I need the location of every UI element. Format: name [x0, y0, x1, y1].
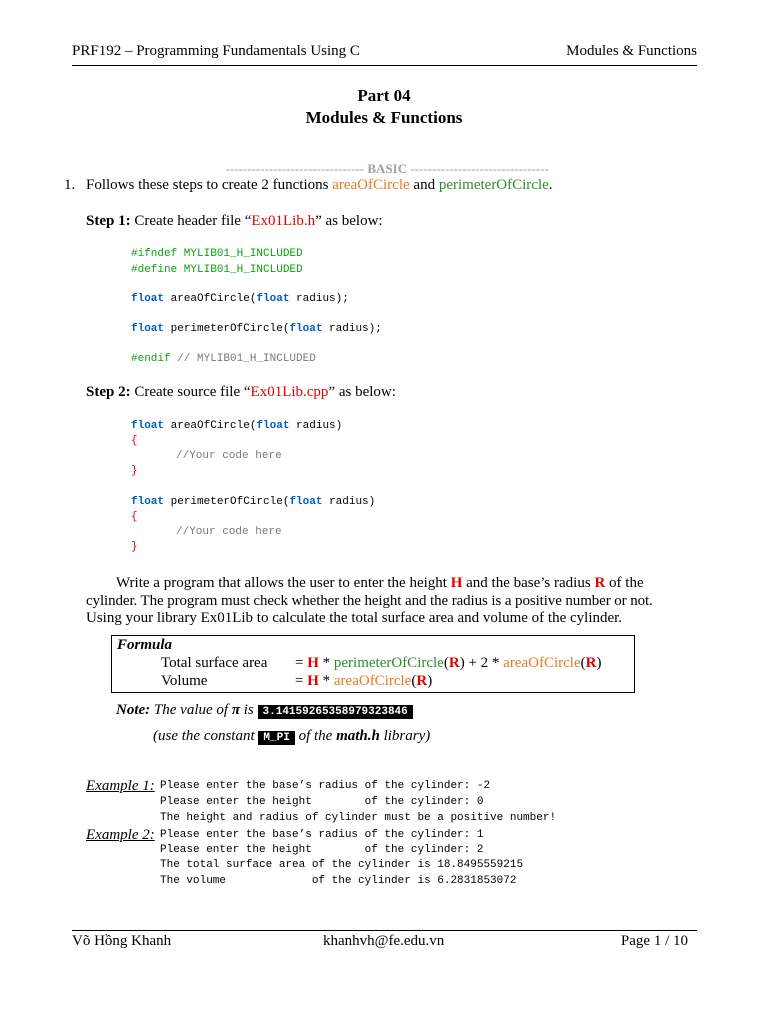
variable-h: H [450, 575, 463, 591]
item-number: 1. [64, 177, 76, 193]
step1-instruction [86, 213, 383, 230]
paren: ( [411, 673, 417, 689]
instruction-text: . [548, 177, 553, 193]
code-define: #define MYLIB01_H_INCLUDED [131, 264, 303, 276]
decl-param: radius); [289, 293, 349, 305]
part-number: Part 04 [357, 86, 411, 105]
paren: ) [459, 655, 465, 671]
step2-label: Step 2: [86, 384, 131, 400]
example2-line: Please enter the base’s radius of the cylinder: 1 [160, 829, 484, 841]
step2-text: Create source file “ [130, 384, 251, 400]
note-text: (use the constant [153, 728, 259, 744]
function-name-perimeter: perimeterOfCircle [438, 177, 549, 193]
preprocessor-endif: #endif [131, 353, 171, 365]
paragraph-text: Write a program that allows the user to enter the height [116, 575, 451, 591]
formula-title: Formula [117, 637, 173, 653]
keyword-float: float [131, 420, 165, 432]
function-name-area: areaOfCircle [332, 177, 410, 193]
function-name-area: areaOfCircle [503, 655, 581, 671]
example1-label: Example 1: [86, 778, 155, 794]
example2-line: The volume of the cylinder is 6.2831853072 [160, 875, 517, 887]
example1-line: Please enter the base’s radius of the cylinder: -2 [160, 780, 491, 792]
note-label: Note: [116, 702, 151, 718]
code-decl-area [131, 293, 349, 305]
eq-sign: = [295, 673, 308, 689]
paren: ( [443, 655, 449, 671]
op: * [318, 673, 334, 689]
decl-param: radius); [322, 323, 382, 335]
step1-text: ” as below: [315, 213, 383, 229]
paragraph-text: and the base’s radius [462, 575, 595, 591]
step2-instruction [86, 384, 396, 401]
keyword-float: float [289, 496, 323, 508]
function-name-area: areaOfCircle [333, 673, 412, 689]
keyword-float: float [289, 323, 323, 335]
keyword-float: float [131, 323, 165, 335]
code-close-brace: } [131, 465, 138, 477]
decl-name: perimeterOfCircle( [164, 323, 290, 335]
variable-r: R [448, 655, 460, 671]
divider-dashes-left: -------------------------------- [225, 161, 365, 176]
keyword-float: float [256, 293, 290, 305]
paren: ) [427, 673, 433, 689]
code-fn-area [131, 420, 342, 432]
formula-row2-eq [295, 673, 432, 690]
footer-rule [72, 930, 697, 931]
fn-name: areaOfCircle( [164, 420, 257, 432]
formula-row1-label: Total surface area [161, 655, 268, 671]
variable-h: H [307, 655, 319, 671]
code-endif [131, 353, 316, 365]
eq-sign: = [295, 655, 308, 671]
step1-label: Step 1: [86, 213, 131, 229]
step2-text: ” as below: [328, 384, 396, 400]
note-text: The value of [150, 702, 232, 718]
paragraph-line-1 [116, 575, 644, 592]
step1-text: Create header file “ [130, 213, 252, 229]
example2-line: The total surface area of the cylinder is 18.8495559215 [160, 859, 524, 871]
paragraph-line-2: cylinder. The program must check whether the height and the radius is a positive number or not. [86, 593, 653, 609]
formula-row1-eq [295, 655, 601, 672]
decl-name: areaOfCircle( [164, 293, 257, 305]
function-name-perimeter: perimeterOfCircle [333, 655, 444, 671]
header-course-title: PRF192 – Programming Fundamentals Using C [72, 43, 360, 59]
math-h-library: math.h [336, 728, 380, 744]
instruction-text: and [409, 177, 439, 193]
fn-name: perimeterOfCircle( [164, 496, 290, 508]
paren: ) [596, 655, 602, 671]
variable-r: R [594, 575, 606, 591]
footer-page-number: Page 1 / 10 [620, 933, 688, 949]
code-comment: // MYLIB01_H_INCLUDED [170, 353, 316, 365]
note-text: of the [294, 728, 337, 744]
note-text: is [240, 702, 258, 718]
section-divider [0, 145, 768, 177]
footer-author: Võ Hồng Khanh [72, 933, 172, 949]
code-close-brace: } [131, 541, 138, 553]
header-file-name: Ex01Lib.h [251, 213, 316, 229]
code-ifndef: #ifndef MYLIB01_H_INCLUDED [131, 248, 303, 260]
pi-value-box: 3.14159265358979323846 [258, 705, 413, 719]
keyword-float: float [256, 420, 290, 432]
footer-email: khanhvh@fe.edu.vn [323, 933, 445, 949]
variable-r: R [585, 655, 597, 671]
page-title: Modules & Functions [305, 108, 463, 127]
header-topic: Modules & Functions [566, 43, 697, 59]
example1-line: Please enter the height of the cylinder: 0 [160, 796, 484, 808]
code-fn-perimeter [131, 496, 375, 508]
code-open-brace: { [131, 435, 138, 447]
section-label: BASIC [367, 161, 408, 176]
variable-r: R [416, 673, 428, 689]
note-constant [153, 728, 430, 745]
header-rule [72, 65, 697, 66]
op: * [318, 655, 334, 671]
paragraph-line-3: Using your library Ex01Lib to calculate the total surface area and volume of the cylinder. [86, 610, 623, 626]
example2-line: Please enter the height of the cylinder: 2 [160, 844, 484, 856]
formula-row2-label: Volume [161, 673, 208, 689]
keyword-float: float [131, 496, 165, 508]
code-comment: //Your code here [176, 450, 282, 462]
code-open-brace: { [131, 511, 138, 523]
fn-param: radius) [289, 420, 343, 432]
instruction-text: Follows these steps to create 2 functions [86, 177, 333, 193]
item-instruction [86, 177, 553, 194]
fn-param: radius) [322, 496, 376, 508]
code-comment: //Your code here [176, 526, 282, 538]
paragraph-text: of the [605, 575, 644, 591]
source-file-name: Ex01Lib.cpp [250, 384, 329, 400]
example2-label: Example 2: [86, 827, 155, 843]
pi-symbol: π [231, 702, 241, 718]
paren: ( [580, 655, 586, 671]
note-text: library) [379, 728, 431, 744]
divider-dashes-right: -------------------------------- [410, 161, 549, 176]
variable-h: H [307, 673, 319, 689]
note-pi-value [116, 702, 413, 719]
keyword-float: float [131, 293, 165, 305]
example1-line: The height and radius of cylinder must be a positive number! [160, 812, 557, 824]
op: + 2 * [464, 655, 504, 671]
code-decl-perimeter [131, 323, 382, 335]
m-pi-constant: M_PI [258, 731, 294, 745]
